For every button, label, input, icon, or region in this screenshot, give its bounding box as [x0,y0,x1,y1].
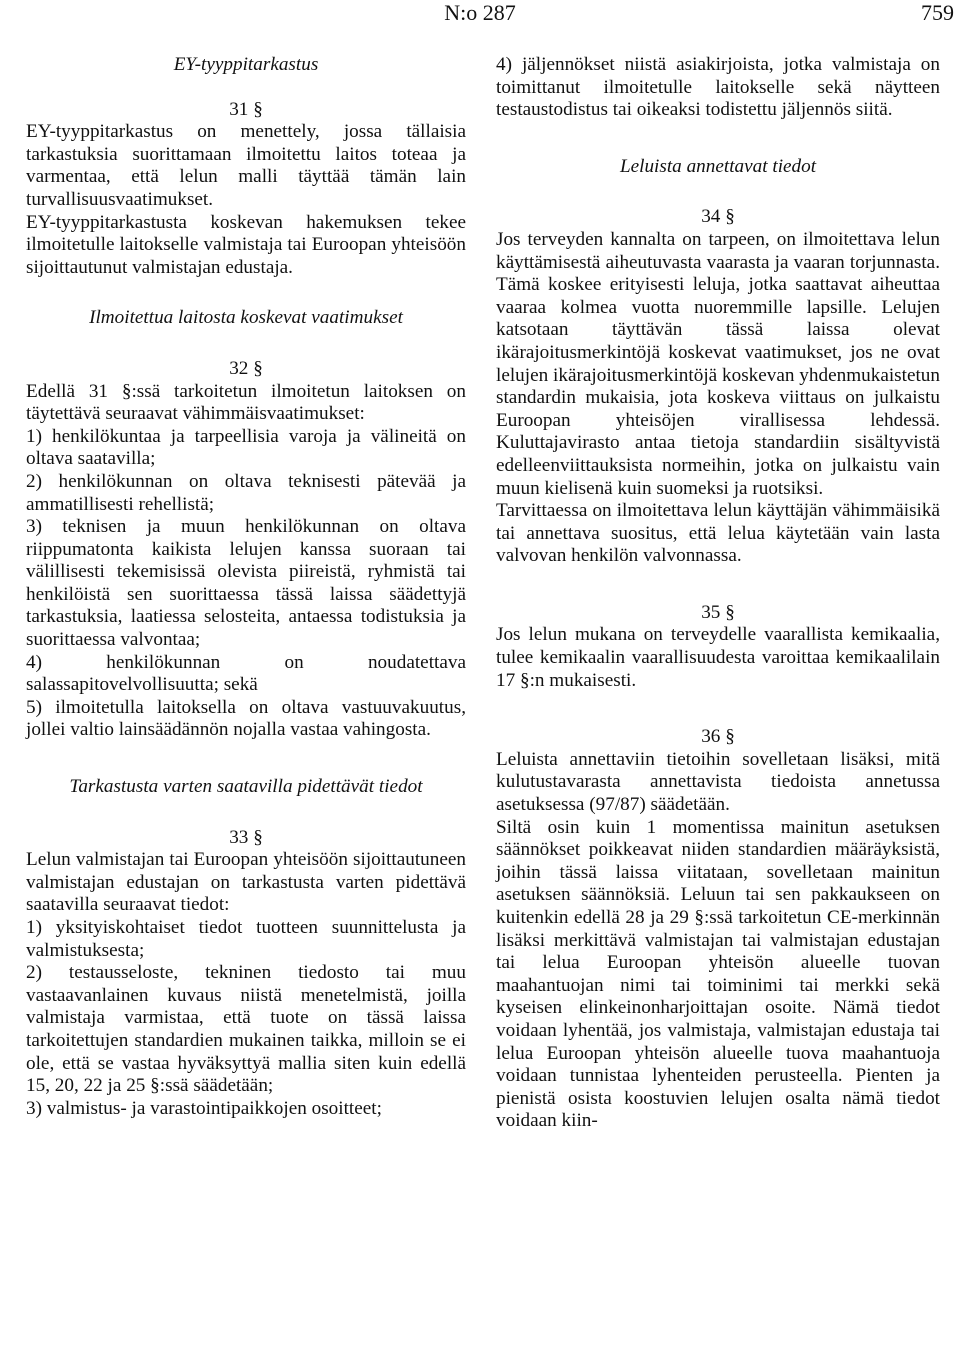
page-header [0,0,960,34]
section-31-paragraph: EY-tyyppitarkastusta koskevan hakemuksen tekee ilmoitetulle laitokselle valmistaja tai Euroopan yhteisöön sijoittautunut valmistajan edustaja. [26,211,466,278]
statute-number: N:o 287 [444,0,516,25]
section-33-paragraph: Lelun valmistajan tai Euroopan yhteisöön sijoittautuneen valmistajan edustajan on tarkastusta varten pidettävä saatavilla seuraavat tiedot: [26,849,466,916]
left-column [26,54,466,1120]
section-32-item: 1) henkilökuntaa ja tarpeellisia varoja ja välineitä on oltava saatavilla; [26,425,466,470]
section-34-paragraph: Jos terveyden kannalta on tarpeen, on ilmoitettava lelun käyttämisestä aiheutuvasta vaarasta ja vaaran torjunnasta. Tämä koskee erityisesti leluja, jotka saattavat aiheuttaa vaaraa kolmea vuotta nuoremmille lapsille. Lelujen katsotaan täyttävän tässä laissa olevat ikärajoitusmerkintöjä koskevat vaatimukset, jos ne ovat lelujen ikärajoitusmerkintöjä koskevan yhdenmukaistetun standardin mukaisia, jota koskeva viittaus on julkaistu Euroopan yhteisöjen virallisessa lehdessä. Kuluttajavirasto antaa tietoja standardiin sisältyvistä edelleenviittauksista normeihin, jotka on julkaistu vain muun kielisenä kuin suomeksi ja ruotsiksi. [496,228,940,499]
section-36-paragraph: Leluista annettaviin tietoihin sovelletaan lisäksi, mitä kulutustavarasta annettavista tiedoista annetussa asetuksessa (97/87) säädetään. [496,748,940,816]
heading-leluista-annettavat-tiedot: Leluista annettavat tiedot [619,155,817,177]
section-33-item: 2) testausseloste, tekninen tiedosto tai muu vastaavanlainen kuvaus niistä menetelmistä, joilla valmistaja varmistaa, että tuote on tässä laissa tarkoitettujen standardien mukainen taikka, milloin se ei ole, että se vastaa hyväksyttyä mallia siten kuin edellä 15, 20, 22 ja 25 §:ssä säädetään; [26,962,466,1097]
section-35-paragraph: Jos lelun mukana on terveydelle vaarallista kemikaalia, tulee kemikaalin vaarallisuudesta varoittaa kemikaalilain 17 §:n mukaisesti. [496,624,940,691]
section-36-paragraph: Siltä osin kuin 1 momentissa mainitun asetuksen säännökset poikkeavat niiden standardien määräyksistä, joihin tässä laissa viitataan, sovelletaan mainitun asetuksen säännöksiä. Leluun tai sen pakkaukseen on kuitenkin edellä 28 ja 29 §:ssä tarkoitetun CE-merkinnän lisäksi merkittävä valmistajan tai valmistajan edustajan tai lelua Euroopan yhteisön alueelle tuovan maahantuojan nimi tai toiminimi tai merkki sekä kyseisen elinkeinonharjoittajan osoite. Nämä tiedot voidaan lyhentää, jos valmistaja, valmistajan edustaja tai lelua Euroopan yhteisön alueelle tuova maahantuoja voidaan tunnistaa lyhenteiden perusteella. Pienten ja pienistä osista koostuvien lelujen osalta nämä tiedot voidaan kiin- [496,816,940,1132]
heading-tarkastusta-varten: Tarkastusta varten saatavilla pidettävät tiedot [69,776,423,798]
section-32-item: 2) henkilökunnan on oltava teknisesti pätevää ja ammatillisesti rehellistä; [26,470,466,515]
section-33-number: 33 § [229,826,263,848]
section-36-number: 36 § [701,726,735,748]
section-35-number: 35 § [701,601,735,623]
right-column [496,54,940,1133]
page-number: 759 [921,0,954,25]
section-32-number: 32 § [229,357,263,379]
section-32-paragraph: Edellä 31 §:ssä tarkoitetun ilmoitetun laitoksen on täytettävä seuraavat vähimmäisvaatimukset: [26,380,466,425]
heading-ey-tyyppitarkastus: EY-tyyppitarkastus [173,54,319,75]
section-31-number: 31 § [229,98,263,120]
section-31-paragraph: EY-tyyppitarkastus on menettely, jossa tällaisia tarkastuksia suorittamaan ilmoitettu laitos toteaa ja varmentaa, että lelun malli täyttää tämän lain turvallisuusvaatimukset. [26,121,466,210]
section-34-paragraph: Tarvittaessa on ilmoitettava lelun käyttäjän vähimmäisikä tai annettava suositus, että lelua käytetään vain lasta valvovan henkilön valvonnassa. [496,500,940,567]
section-33-item: 4) jäljennökset niistä asiakirjoista, jotka valmistaja on toimittanut ilmoitetulle laitokselle sekä näytteen testaustodistus tai oikeaksi todistettu jäljennös siitä. [496,54,940,121]
section-33-item: 3) valmistus- ja varastointipaikkojen osoitteet; [26,1097,382,1119]
heading-ilmoitettu-laitos: Ilmoitettua laitosta koskevat vaatimukset [89,307,403,329]
section-32-item: 4) henkilökunnan on noudatettava salassapitovelvollisuutta; sekä [26,651,466,696]
section-32-item: 5) ilmoitetulla laitoksella on oltava vastuuvakuutus, jollei valtio lainsäädännön nojalla vastaa vahingosta. [26,696,466,741]
section-33-item: 1) yksityiskohtaiset tiedot tuotteen suunnittelusta ja valmistuksesta; [26,917,466,961]
section-34-number: 34 § [701,206,735,228]
section-32-item: 3) teknisen ja muun henkilökunnan on oltava riippumatonta kaikista lelujen kanssa suoraan tai välillisesti tekemisissä olevista piireistä, ryhmistä tai henkilöistä sen suorittaessa tässä laissa säädettyjä tarkastuksia, laatiessa selosteita, antaessa todistuksia ja suorittaessa valvontaa; [26,516,466,651]
